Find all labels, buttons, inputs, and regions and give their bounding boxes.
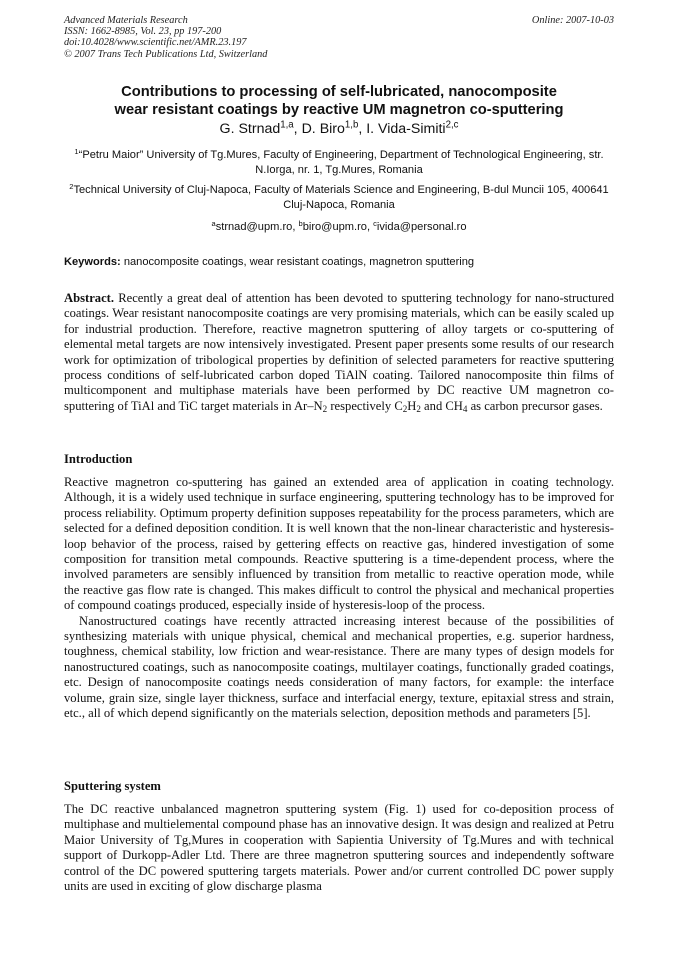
section-heading-sputtering: Sputtering system [64, 779, 161, 793]
email-mark: a [211, 218, 216, 228]
email-address[interactable]: strnad@upm.ro [215, 221, 293, 233]
title-line-1: Contributions to processing of self-lubricated, nanocomposite [121, 84, 557, 100]
copyright-line: © 2007 Trans Tech Publications Ltd, Switzerland [64, 48, 268, 60]
issn-line: ISSN: 1662-8985, Vol. 23, pp 197-200 [64, 26, 222, 38]
abstract-text: respectively C [327, 398, 403, 413]
author-affil-mark: 1,b [344, 119, 359, 131]
subscript: 2 [416, 403, 421, 414]
abstract [64, 291, 614, 414]
email-address[interactable]: biro@upm.ro [302, 221, 367, 233]
author-name: D. Biro [301, 121, 345, 137]
paragraph: The DC reactive unbalanced magnetron sputtering system (Fig. 1) used for co-deposition process of multiphase and multielemental compound phase has an innovative design. It was design and realized at Petru Maior University of Tg,Mures in cooperation with Sapientia University of Tg.Mures and with technical support of Durkopp-Adler Ltd. There are three magnetron sputtering sources and independently software control of the DC powered sputtering targets materials. Power and/or current controlled DC power supply units are used in exciting of glow discharge plasma [64, 802, 614, 894]
email-list: $^a$strnad@upm.ro, $^b$biro@upm.ro, $^c$ivida@personal.ro [211, 218, 467, 233]
author-list: G. Strnad$^{1,a}$, D. Biro$^{1,b}$, I. Vida-Simiti$^{2,c}$ [219, 119, 459, 137]
abstract-text: as carbon precursor gases. [467, 398, 603, 413]
affiliation-2 [60, 183, 618, 214]
abstract-text: Recently a great deal of attention has been devoted to sputtering technology for nano-structured coatings. Wear resistant nanocomposite coatings are very promising materials, which can be easily scaled up for industrial production. Therefore, reactive magnetron sputtering of alloy targets or co-sputtering of elemental metal targets are now intensively investigated. Present paper presents some results of our research work for optimization of tribological properties by definition of selected parameters for reactive sputtering process conditions of self-lubricated carbon doped TiAlN coating. Tailored nanocomposite thin films of multicomponent and multiphase materials have been performed by DC reactive UM magnetron co-sputtering of TiAl and TiC target materials in Ar–N [64, 291, 615, 413]
introduction-body [64, 475, 614, 722]
affiliation-text: “Petru Maior” University of Tg.Mures, Faculty of Engineering, Department of Technological Engineering, str. N.Iorga, nr. 1, Tg.Mures, Romania [78, 149, 604, 177]
online-date: Online: 2007-10-03 [531, 15, 614, 26]
affiliation-1 [60, 148, 618, 179]
paragraph: Nanostructured coatings have recently attracted increasing interest because of the possibilities of synthesizing materials with unique physical, chemical and mechanical properties, e.g. superior hardness, toughness, chemical stability, low friction and wear-resistance. There are many types of design models for nanostructured coatings, such as nanocomposite coatings, multilayer coatings, functionally graded coatings, etc. Design of nanocomposite coatings needs consideration of many factors, for example: the interface volume, grain size, single layer thickness, surface and interfacial energy, texture, epitaxial stress and strain, etc., all of which depend significantly on the materials selection, deposition methods and parameters [5]. [64, 613, 614, 721]
abstract-text: and CH [420, 398, 463, 413]
journal-header [64, 15, 267, 60]
doi-line: doi:10.4028/www.scientific.net/AMR.23.197 [64, 37, 247, 49]
abstract-text: H [407, 398, 417, 413]
paper-title [40, 83, 638, 119]
email-mark: c [373, 218, 377, 228]
section-heading-introduction: Introduction [64, 452, 133, 466]
title-line-2: wear resistant coatings by reactive UM magnetron co-sputtering [114, 102, 564, 118]
keywords-text: nanocomposite coatings, wear resistant coatings, magnetron sputtering [123, 256, 475, 268]
keywords [64, 255, 616, 270]
subscript: 2 [322, 403, 328, 414]
email-address[interactable]: ivida@personal.ro [376, 221, 467, 233]
sputtering-body [64, 802, 614, 894]
subscript: 4 [462, 403, 468, 414]
abstract-label: Abstract. [64, 291, 115, 305]
affil-mark: 2 [69, 181, 74, 191]
author-name: G. Strnad [219, 121, 281, 137]
email-mark: b [298, 218, 303, 228]
paragraph: Reactive magnetron co-sputtering has gained an extended area of application in coating technology. Although, it is a widely used technique in surface engineering, sputtering technology has to be improved for process reliability. Optimum property definition supposes repeatability for the process parameters, which are selected for a defined deposition condition. It is well known that the non-linear characteristic and hysteresis-loop behavior of the process, raised by gettering effects on reactive gas, hindered investigation of some composition for transition metal compounds. Reactive sputtering is a time-dependent process, where the involved parameters are sensibly influenced by transition from metallic to reactive operation mode, while the reactive gas flow rate is changed. This makes difficult to control the physical and mechanical properties of compound coatings produced, especially inside of hysteresis-loop of the process. [64, 475, 614, 613]
keywords-label: Keywords: [64, 256, 121, 268]
author-affil-mark: 1,a [280, 119, 294, 131]
author-name: I. Vida-Simiti [366, 121, 446, 137]
affiliation-text: Technical University of Cluj-Napoca, Faculty of Materials Science and Engineering, B-dul Muncii 105, 400641 Cluj-Napoca, Romania [73, 184, 609, 212]
subscript: 2 [402, 403, 408, 414]
journal-name: Advanced Materials Research [64, 15, 188, 26]
affil-mark: 1 [74, 146, 79, 156]
author-affil-mark: 2,c [445, 119, 459, 131]
